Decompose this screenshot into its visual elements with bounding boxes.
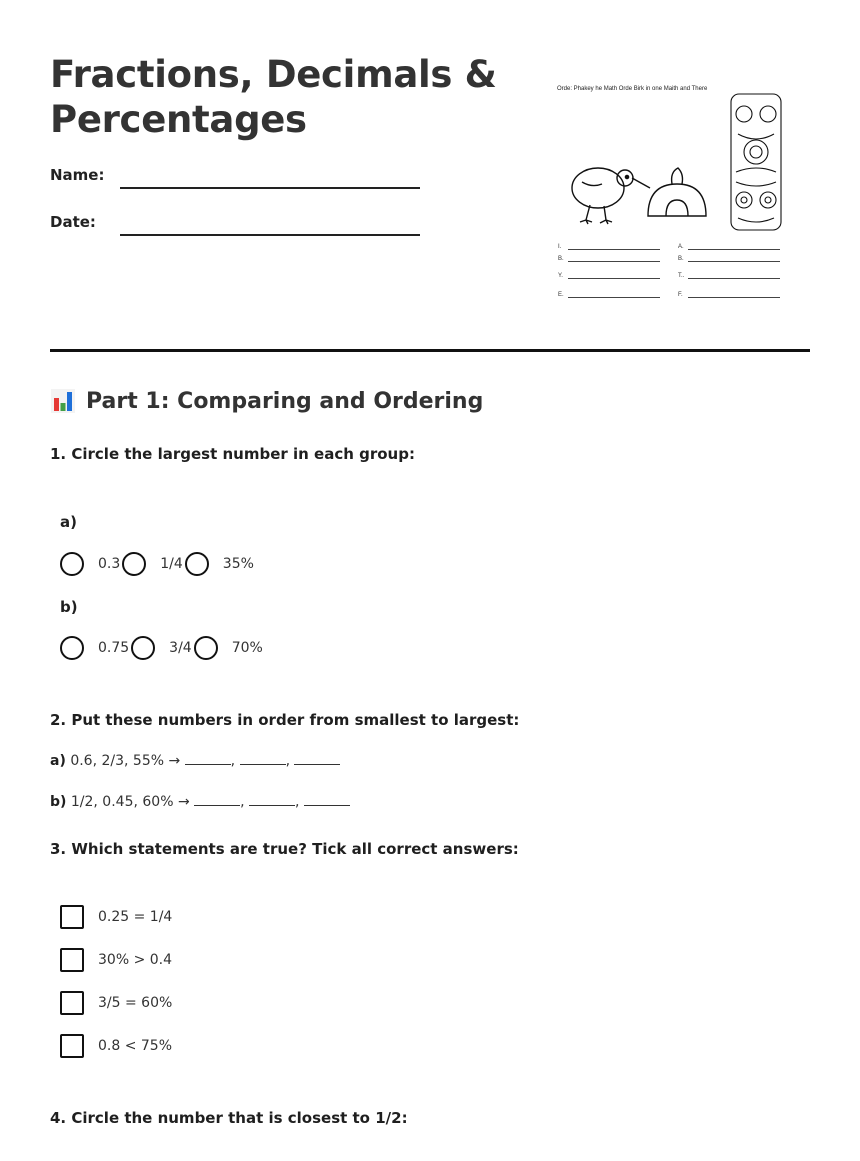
q2-item-b-label: b) — [50, 794, 67, 810]
worksheet-title — [50, 52, 497, 142]
name-label: Name: — [50, 166, 105, 184]
blank-left-2[interactable]: B. — [558, 256, 660, 262]
part1-title: Part 1: Comparing and Ordering — [86, 388, 484, 414]
carved-pou-icon — [731, 94, 781, 230]
kiwi-dome-pou-drawing — [552, 92, 792, 242]
answer-blank[interactable] — [249, 794, 295, 806]
q1-group-b-options — [60, 636, 263, 660]
bar-chart-icon — [50, 388, 76, 414]
blank-right-2[interactable]: B. — [678, 256, 780, 262]
question-2: 2. Put these numbers in order from smallest to largest: — [50, 711, 520, 729]
blank-right-3[interactable]: T.. — [678, 273, 780, 279]
q3-option-2 — [60, 948, 172, 972]
q1-group-a-label: a) — [60, 513, 77, 531]
radio-option[interactable] — [60, 552, 84, 576]
answer-blank[interactable] — [294, 753, 340, 765]
q1-group-b-label: b) — [60, 598, 78, 616]
q1-group-a-options — [60, 552, 254, 576]
q3-option-4 — [60, 1034, 172, 1058]
illustration-caption: Orde: Phakey he Math Orde Birk in one Maith and There — [557, 86, 708, 92]
q3-option-3 — [60, 991, 172, 1015]
answer-blank[interactable] — [194, 794, 240, 806]
q3-option-1 — [60, 905, 172, 929]
option-label: 0.3 — [98, 556, 121, 572]
title-line-2: Percentages — [50, 98, 307, 141]
dome-icon — [648, 168, 706, 216]
kiwi-bird-icon — [572, 168, 650, 224]
section-divider — [50, 349, 810, 352]
option-label: 35% — [222, 556, 254, 572]
radio-option[interactable] — [60, 636, 84, 660]
answer-blank[interactable] — [185, 753, 231, 765]
radio-option[interactable] — [194, 636, 218, 660]
q2-item-b-values: 1/2, 0.45, 60% → — [70, 794, 190, 810]
q2-item-a-values: 0.6, 2/3, 55% → — [70, 753, 181, 769]
option-label: 3/5 = 60% — [98, 995, 173, 1011]
blank-left-3[interactable]: Y. — [558, 273, 660, 279]
q2-item-b: b) 1/2, 0.45, 60% → , , — [50, 794, 350, 810]
option-label: 1/4 — [160, 556, 183, 572]
option-label: 30% > 0.4 — [98, 952, 173, 968]
q2-item-a: a) 0.6, 2/3, 55% → , , — [50, 753, 340, 769]
option-label: 0.75 — [98, 640, 130, 656]
radio-option[interactable] — [122, 552, 146, 576]
option-label: 0.8 < 75% — [98, 1038, 173, 1054]
radio-option[interactable] — [131, 636, 155, 660]
checkbox[interactable] — [60, 948, 84, 972]
checkbox[interactable] — [60, 991, 84, 1015]
worksheet-illustration — [552, 86, 792, 306]
option-label: 70% — [231, 640, 263, 656]
blank-right-4[interactable]: F. — [678, 292, 780, 298]
blank-left-4[interactable]: E. — [558, 292, 660, 298]
date-field[interactable] — [120, 234, 420, 236]
answer-blank[interactable] — [304, 794, 350, 806]
name-field[interactable] — [120, 187, 420, 189]
question-1: 1. Circle the largest number in each group: — [50, 445, 415, 463]
title-line-1: Fractions, Decimals & — [50, 53, 497, 96]
option-label: 0.25 = 1/4 — [98, 909, 173, 925]
option-label: 3/4 — [169, 640, 192, 656]
q2-item-a-label: a) — [50, 753, 66, 769]
checkbox[interactable] — [60, 1034, 84, 1058]
blank-right-1[interactable]: A. — [678, 244, 780, 250]
date-label: Date: — [50, 213, 96, 231]
radio-option[interactable] — [185, 552, 209, 576]
part1-heading — [50, 388, 483, 414]
blank-left-1[interactable]: I. — [558, 244, 660, 250]
question-4: 4. Circle the number that is closest to 1/2: — [50, 1109, 408, 1127]
question-3: 3. Which statements are true? Tick all correct answers: — [50, 840, 519, 858]
checkbox[interactable] — [60, 905, 84, 929]
answer-blank[interactable] — [240, 753, 286, 765]
